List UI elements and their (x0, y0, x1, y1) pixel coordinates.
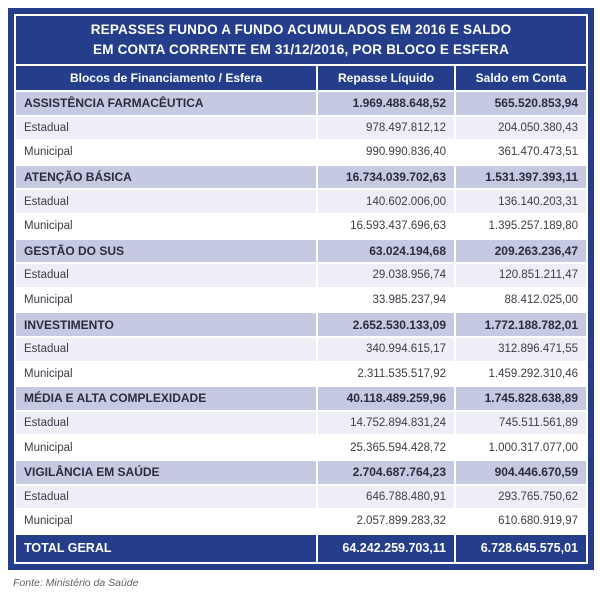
esfera-row (16, 190, 586, 213)
saldo-cell: 361.470.473,51 (456, 141, 586, 164)
repasse-cell: 1.969.488.648,52 (318, 92, 454, 115)
repasse-cell: 40.118.489.259,96 (318, 387, 454, 410)
repasse-cell: 25.365.594.428,72 (318, 436, 454, 459)
esfera-row (16, 436, 586, 459)
block-row (16, 387, 586, 410)
esfera-row (16, 215, 586, 238)
esfera-row (16, 264, 586, 287)
block-name-cell: Estadual (16, 117, 316, 140)
block-name-cell: GESTÃO DO SUS (16, 240, 316, 263)
table-body (16, 92, 586, 533)
block-name-cell: Estadual (16, 412, 316, 435)
esfera-row (16, 510, 586, 533)
esfera-row (16, 141, 586, 164)
repasse-cell: 978.497.812,12 (318, 117, 454, 140)
esfera-row (16, 289, 586, 312)
repasse-cell: 63.024.194,68 (318, 240, 454, 263)
column-header-saldo: Saldo em Conta (456, 66, 586, 90)
block-name-cell: ATENÇÃO BÁSICA (16, 166, 316, 189)
repasse-cell: 2.311.535.517,92 (318, 363, 454, 386)
saldo-cell: 120.851.211,47 (456, 264, 586, 287)
source-note: Fonte: Ministério da Saúde (13, 576, 139, 589)
repasse-cell: 16.593.437.696,63 (318, 215, 454, 238)
repasse-cell: 2.057.899.283,32 (318, 510, 454, 533)
table-title (16, 16, 586, 64)
saldo-cell: 565.520.853,94 (456, 92, 586, 115)
block-name-cell: Estadual (16, 338, 316, 361)
esfera-row (16, 338, 586, 361)
block-name-cell: Municipal (16, 141, 316, 164)
repasse-cell: 29.038.956,74 (318, 264, 454, 287)
block-name-cell: ASSISTÊNCIA FARMACÊUTICA (16, 92, 316, 115)
esfera-row (16, 412, 586, 435)
repasse-cell: 646.788.480,91 (318, 486, 454, 509)
block-row (16, 461, 586, 484)
repasse-cell: 14.752.894.831,24 (318, 412, 454, 435)
saldo-cell: 1.000.317.077,00 (456, 436, 586, 459)
saldo-cell: 1.531.397.393,11 (456, 166, 586, 189)
block-name-cell: Municipal (16, 363, 316, 386)
block-name-cell: Municipal (16, 215, 316, 238)
block-name-cell: Estadual (16, 486, 316, 509)
column-header-repasse: Repasse Líquido (318, 66, 454, 90)
total-repasse-cell: 64.242.259.703,11 (318, 535, 454, 562)
saldo-cell: 293.765.750,62 (456, 486, 586, 509)
repasse-cell: 33.985.237,94 (318, 289, 454, 312)
block-name-cell: VIGILÂNCIA EM SAÚDE (16, 461, 316, 484)
esfera-row (16, 486, 586, 509)
block-name-cell: Estadual (16, 190, 316, 213)
saldo-cell: 1.772.188.782,01 (456, 313, 586, 336)
saldo-cell: 610.680.919,97 (456, 510, 586, 533)
saldo-cell: 1.395.257.189,80 (456, 215, 586, 238)
repasse-cell: 2.652.530.133,09 (318, 313, 454, 336)
repasse-cell: 16.734.039.702,63 (318, 166, 454, 189)
saldo-cell: 88.412.025,00 (456, 289, 586, 312)
block-name-cell: INVESTIMENTO (16, 313, 316, 336)
block-name-cell: MÉDIA E ALTA COMPLEXIDADE (16, 387, 316, 410)
column-header-row (16, 66, 586, 90)
repasse-cell: 340.994.615,17 (318, 338, 454, 361)
saldo-cell: 312.896.471,55 (456, 338, 586, 361)
saldo-cell: 745.511.561,89 (456, 412, 586, 435)
block-name-cell: Municipal (16, 289, 316, 312)
column-header-blocos: Blocos de Financiamento / Esfera (16, 66, 316, 90)
block-name-cell: Estadual (16, 264, 316, 287)
block-name-cell: Municipal (16, 510, 316, 533)
saldo-cell: 904.446.670,59 (456, 461, 586, 484)
saldo-cell: 1.459.292.310,46 (456, 363, 586, 386)
repasse-cell: 2.704.687.764,23 (318, 461, 454, 484)
block-row (16, 240, 586, 263)
total-label-cell: TOTAL GERAL (16, 535, 316, 562)
saldo-cell: 136.140.203,31 (456, 190, 586, 213)
repasse-cell: 990.990.836,40 (318, 141, 454, 164)
block-row (16, 166, 586, 189)
block-name-cell: Municipal (16, 436, 316, 459)
repasse-cell: 140.602.006,00 (318, 190, 454, 213)
saldo-cell: 204.050.380,43 (456, 117, 586, 140)
repasses-table (8, 8, 594, 570)
saldo-cell: 1.745.828.638,89 (456, 387, 586, 410)
saldo-cell: 209.263.236,47 (456, 240, 586, 263)
block-row (16, 92, 586, 115)
esfera-row (16, 363, 586, 386)
table-title-line1: REPASSES FUNDO A FUNDO ACUMULADOS EM 2016 E SALDO (90, 22, 512, 37)
report-table-container (8, 8, 594, 589)
title-row (16, 16, 586, 64)
table-title-line2: EM CONTA CORRENTE EM 31/12/2016, POR BLOCO E ESFERA (92, 42, 510, 57)
esfera-row (16, 117, 586, 140)
total-saldo-cell: 6.728.645.575,01 (456, 535, 586, 562)
block-row (16, 313, 586, 336)
total-row (16, 535, 586, 562)
